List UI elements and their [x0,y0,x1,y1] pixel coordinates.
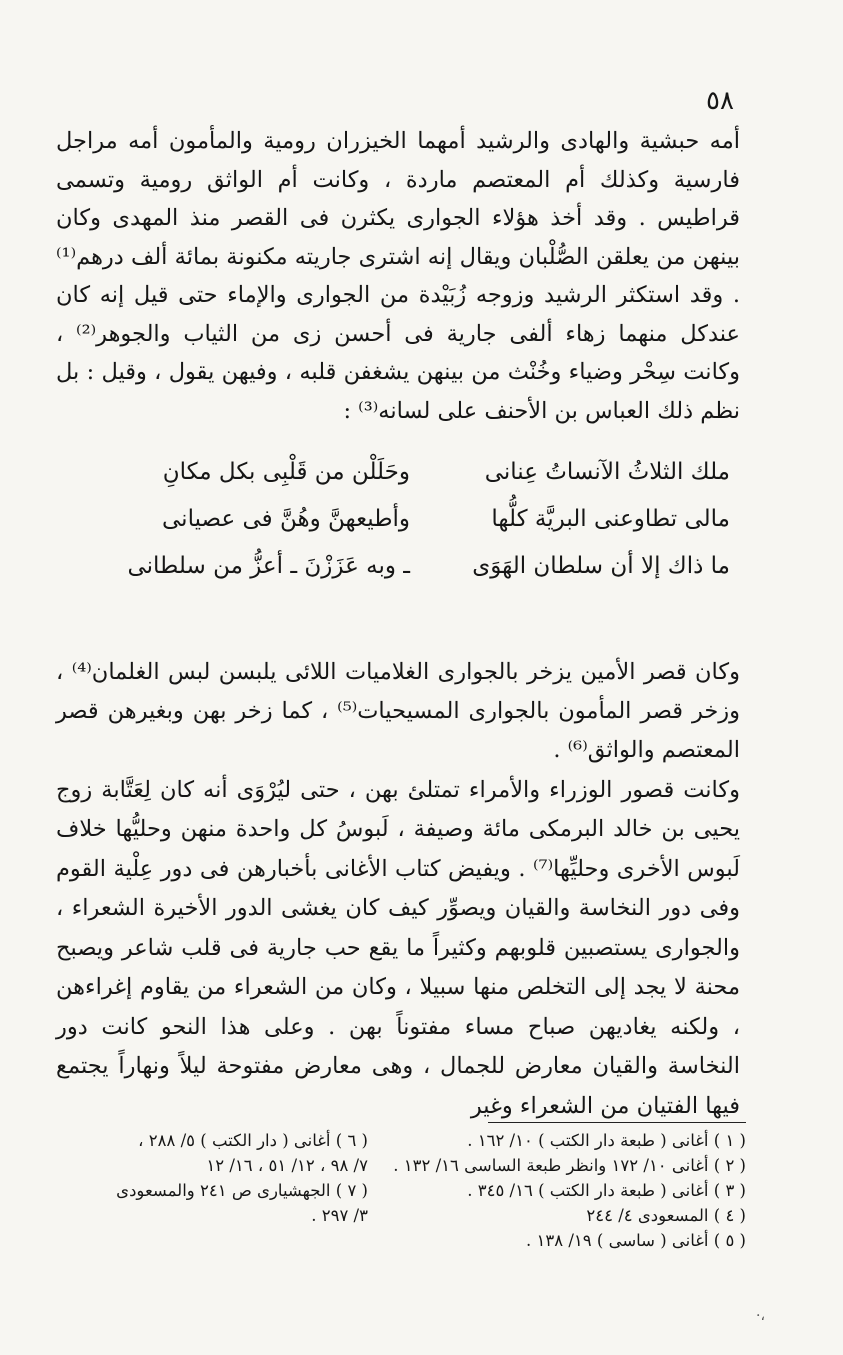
paragraph-1-text: أمه حبشية والهادى والرشيد أمهما الخيزران رومية والمأمون أمه مراجل فارسية وكذلك أم المعتصم ماردة ، وكانت أم الواثق رومية وتسمى قراطيس . وقد أخذ هؤلاء الجوارى يكثرن فى القصر منذ المهدى وكان بينهن من يعلقن الصُّلْبان ويقال إنه اشترى جاريته مكنونة بمائة ألف درهم⁽¹⁾ . وقد استكثر الرشيد وزوجه زُبَيْدة من الجوارى والإماء حتى قيل إنه كان عندكل منهما زهاء ألفى جارية فى أحسن زى من الثياب والجوهر⁽²⁾ ، وكانت سِحْر وضياء وخُنْث من بينهن يشغفن قلبه ، وفيهن يقول ، وقيل : بل نظم ذلك العباس بن الأحنف على لسانه⁽³⁾ : [56,128,740,424]
poem-hemistich-first: ملك الثلاثُ الآنساتُ عِنانى [484,458,730,485]
footnotes-column-right [393,1128,746,1253]
footnote: ( ٤ ) المسعودى ٤/ ٢٤٤ [586,1206,746,1225]
printer-mark: ·، [756,1308,765,1324]
footnote-continuation: ٧/ ٩٨ ، ١٢/ ٥١ ، ١٦/ ١٢ [206,1156,368,1175]
page-number: ٥٨ [706,86,734,116]
footnote-continuation: ٣/ ٢٩٧ . [311,1206,368,1225]
footnotes-column-left [48,1128,368,1228]
poem-hemistich-first: ما ذاك إلا أن سلطان الهَوَى [472,552,730,579]
poem [90,448,730,589]
poem-line [90,495,730,542]
footnote: ( ٦ ) أغانى ( دار الكتب ) ٥/ ٢٨٨ ، [138,1131,368,1150]
footnote: ( ٣ ) أغانى ( طبعة دار الكتب ) ١٦/ ٣٤٥ . [467,1181,746,1200]
poem-hemistich-second: وحَلَلْن من قَلْبِى بكل مكانِ [162,458,410,485]
footnote: ( ١ ) أغانى ( طبعة دار الكتب ) ١٠/ ١٦٢ . [467,1131,746,1150]
paragraph-3 [56,748,740,1149]
poem-hemistich-second: ـ وبه عَزَزْنَ ـ أعزُّ من سلطانى [127,552,410,579]
paragraph-2-text: وكان قصر الأمين يزخر بالجوارى الغلاميات اللائى يلبسن لبس الغلمان⁽⁴⁾ ، وزخر قصر المأمون بالجوارى المسيحيات⁽⁵⁾ ، كما زخر بهن وبغيرهن قصر المعتصم والواثق⁽⁶⁾ . [56,658,740,763]
poem-line [90,448,730,495]
poem-hemistich-first: مالى تطاوعنى البريَّة كلُّها [491,505,730,532]
footnote: ( ٥ ) أغانى ( ساسى ) ١٩/ ١٣٨ . [526,1231,746,1250]
footnote-separator [488,1122,746,1123]
poem-line [90,542,730,589]
footnote: ( ٧ ) الجهشيارى ص ٢٤١ والمسعودى [116,1181,368,1200]
paragraph-3-text: وكانت قصور الوزراء والأمراء تمتلئ بهن ، حتى ليُرْوَى أنه كان لِعَتَّابة زوج يحيى بن خالد البرمكى مائة وصيفة ، لَبوسُ كل واحدة منهن وحليُّها خلاف لَبوس الأخرى وحليِّها⁽⁷⁾ . ويفيض كتاب الأغانى بأخبارهن فى دور عِلْية القوم وفى دور النخاسة والقيان ويصوِّر كيف كان يغشى الدور الأخيرة الشعراء ، والجوارى يستصبين قلوبهم وكثيراً ما يقع حب جارية فى قلب شاعر ويصبح محنة لا يجد إلى التخلص منها سبيلا ، وكان من الشعراء من يقاوم إغراءهن ، ولكنه يغاديهن صباح مساء مفتوناً بهن . وعلى هذا النحو كانت دور النخاسة والقيان معارض للجمال ، وهى معارض مفتوحة ليلاً ونهاراً يجتمع فيها الفتيان من الشعراء وغير [56,776,741,1119]
footnote: ( ٢ ) أغانى ١٠/ ١٧٢ وانظر طبعة الساسى ١٦/ ١٣٢ . [393,1156,746,1175]
poem-hemistich-second: وأطيعهنَّ وهُنَّ فى عصيانى [162,505,410,532]
paragraph-1 [56,122,740,430]
